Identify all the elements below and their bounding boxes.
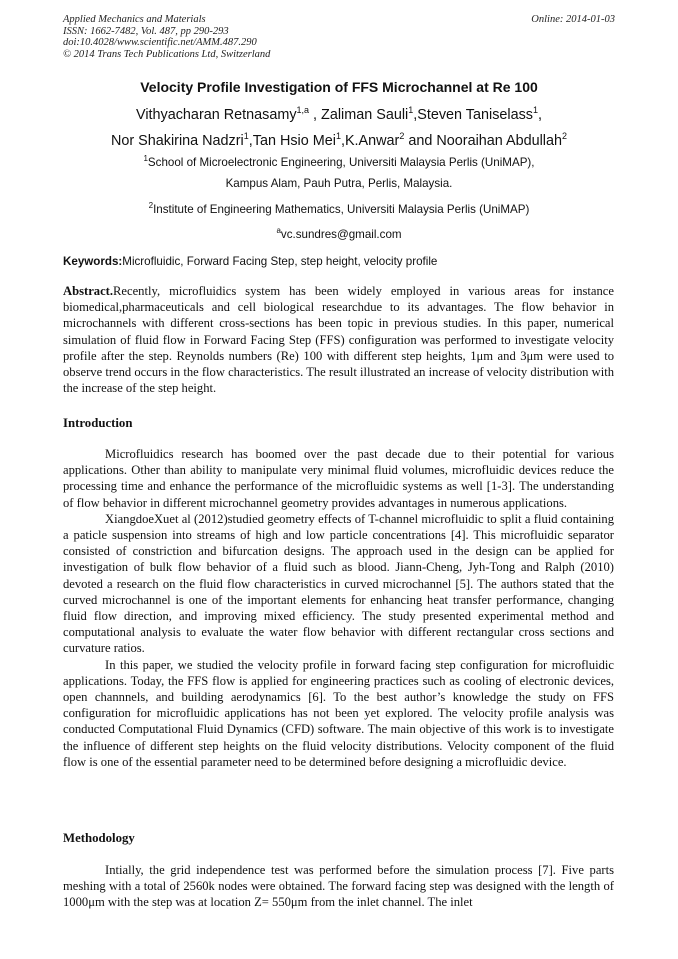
author-sup: 1 xyxy=(532,105,538,115)
copyright-line: © 2014 Trans Tech Publications Ltd, Switzerland xyxy=(63,48,271,60)
author-sup: 2 xyxy=(562,130,568,141)
abstract-text: Recently, microfluidics system has been widely employed in various areas for instance biomedical,pharmaceuticals and cell biological researchdue to its advantages. The flow behavior in microchannels with different cross-sections has been topic in previous studies. In this paper, numerical simulation of fluid flow in Forward Facing Step (FFS) configuration was performed to investigate velocity profile after the step. Reynolds numbers (Re) 100 with different step heights, 1μm and 3μm were used to observe trend occurs in the flow characteristics. The result illustrated an increase of velocity distribution with the increase of the step height. xyxy=(63,284,614,396)
author-name: Vithyacharan Retnasamy xyxy=(136,106,297,123)
author-sep: , xyxy=(248,132,253,149)
methodology-heading: Methodology xyxy=(63,831,135,845)
author-name: Steven Taniselass xyxy=(417,106,533,123)
corresponding-email xyxy=(0,220,678,245)
paragraph: Microfluidics research has boomed over the past decade due to their potential for various applications. Other than ability to manipulate very minimal fluid volumes, microfluidic devices reduce the processing time and enhance the performance of the microfluidic systems as well [1-3]. The understanding of flow behavior in different microchannel geometry provides advantages in numerous applications. xyxy=(63,447,614,510)
keywords xyxy=(63,255,437,268)
affiliation-text: Institute of Engineering Mathematics, Universiti Malaysia Perlis (UniMAP) xyxy=(153,202,530,216)
journal-name: Applied Mechanics and Materials xyxy=(63,14,206,25)
affiliation-1 xyxy=(0,148,678,173)
author-name: Tan Hsio Mei xyxy=(252,132,336,149)
author-sep: , xyxy=(340,132,345,149)
author-sup: 2 xyxy=(399,130,405,141)
journal-header xyxy=(63,14,270,60)
email-link[interactable]: vc.sundres@gmail.com xyxy=(280,228,402,242)
author-sep: , xyxy=(413,106,418,123)
methodology-body xyxy=(63,862,614,911)
author-name: Nor Shakirina Nadzri xyxy=(110,132,244,149)
author-sup: 1,a xyxy=(296,105,310,115)
paragraph: In this paper, we studied the velocity profile in forward facing step configuration for microfluidic applications. Today, the FFS flow is applied for engineering practices such as cooling of electronic devices, open channnels, and building aerodynamics [6]. To the best author’s knowledge the study on FFS configuration for microfluidic applications has not been yet explored. The velocity profile analysis was conducted Computational Fluid Dynamics (CFD) software. The main objective of this work is to investigate the influence of different step heights on the fluid velocity distributions. Velocity component of the fluid flow is one of the essential parameter need to be determined before designing a microfluidic device. xyxy=(63,657,614,769)
author-name: K.Anwar xyxy=(344,132,400,149)
author-sup: 1 xyxy=(408,105,414,115)
email-sup: a xyxy=(276,226,281,236)
affiliation-sup: 1 xyxy=(143,154,148,163)
keywords-text: Microfluidic, Forward Facing Step, step height, velocity profile xyxy=(122,255,438,268)
paragraph: Intially, the grid independence test was performed before the simulation process [7]. Five parts meshing with a total of 2560k nodes were obtained. The forward facing step was designed with the length of 1000μm with the step was at location Z= 550μm from the inlet channel. The inlet xyxy=(63,863,614,910)
introduction-body xyxy=(63,446,614,770)
paragraph: XiangdoeXuet al (2012)studied geometry effects of T-channel microfluidic to split a fluid containing a paticle suspension into streams of high and low particle concentrations [4]. This microfluidic separator consisted of constriction and bifurcation designs. The approach used in the design can be applied for investigation of bulk flow behavior of a fluid such as blood. Jiann-Cheng, Jyh-Tong and Ralph (2010) devoted a research on the fluid flow characteristics in curved microchannel [5]. The authors stated that the curved microchannel is one of the important elements for enhancing heat transfer performance, changing fluid flow direction, and improving mixed efficiency. The study presented experimental method and computational analysis to evaluate the water flow behavior with different rectangular cross sections and curvature ratios. xyxy=(63,511,614,656)
author-sep: and xyxy=(404,132,437,149)
online-date: Online: 2014-01-03 xyxy=(531,14,615,25)
author-name: Nooraihan Abdullah xyxy=(436,132,562,149)
keywords-label: Keywords: xyxy=(63,255,123,268)
affiliation-2 xyxy=(0,195,678,220)
author-line-1 xyxy=(0,100,678,126)
doi-link[interactable]: doi:10.4028/www.scientific.net/AMM.487.290 xyxy=(63,37,257,48)
introduction-heading: Introduction xyxy=(63,416,133,430)
affiliation-1-address: Kampus Alam, Pauh Putra, Perlis, Malaysia. xyxy=(225,177,453,191)
author-sep: , xyxy=(309,106,322,123)
author-sup: 1 xyxy=(243,130,249,141)
issn-line: ISSN: 1662-7482, Vol. 487, pp 290-293 xyxy=(63,25,229,37)
abstract xyxy=(63,283,614,396)
author-sup: 1 xyxy=(335,130,341,141)
affiliation-text: School of Microelectronic Engineering, Universiti Malaysia Perlis (UniMAP), xyxy=(147,155,535,169)
affiliation-sup: 2 xyxy=(148,200,154,210)
author-list xyxy=(0,100,678,152)
affiliations xyxy=(0,148,678,246)
author-name: Zaliman Sauli xyxy=(321,106,409,123)
author-sep: , xyxy=(538,106,542,123)
paper-title: Velocity Profile Investigation of FFS Microchannel at Re 100 xyxy=(140,79,538,95)
abstract-label: Abstract. xyxy=(63,284,114,298)
